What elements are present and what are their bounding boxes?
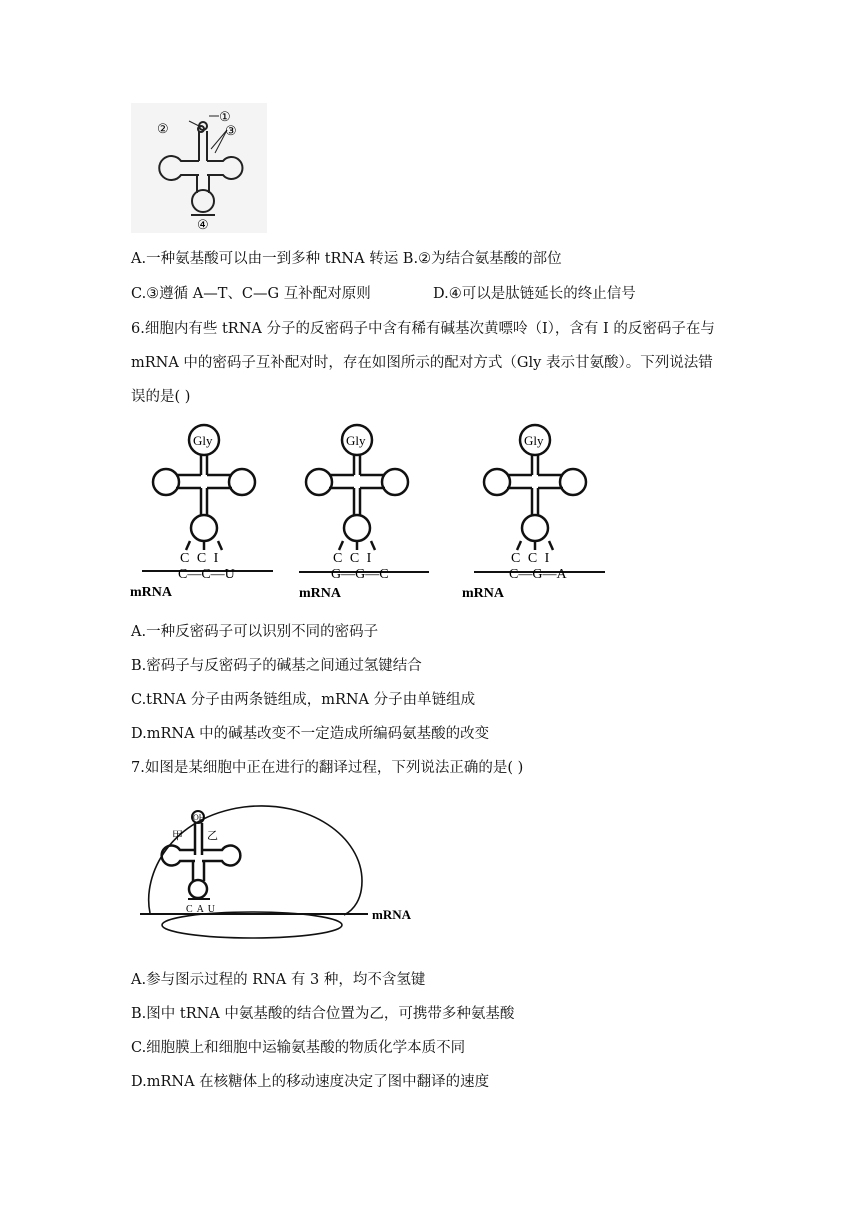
anticodon-label: C A U	[186, 904, 217, 915]
anticodon-label: C C I	[333, 551, 374, 566]
q6-figure-3	[460, 420, 610, 605]
q7-ribosome-figure	[140, 795, 430, 945]
amino-acid-label: Gly	[193, 433, 213, 448]
q7-option-a: A.参与图示过程的 RNA 有 3 种，均不含氢键	[131, 972, 426, 988]
q6-option-b: B.密码子与反密码子的碱基之间通过氢键结合	[131, 658, 422, 674]
anticodon-label: C C I	[180, 551, 221, 566]
codon-label: C—G—A	[509, 567, 567, 582]
q6-stem-line3: 误的是( )	[131, 389, 191, 405]
codon-label: C—C—U	[178, 567, 235, 582]
amino-acid-label: Gly	[524, 433, 544, 448]
mrna-label: mRNA	[299, 586, 341, 601]
q6-option-c: C.tRNA 分子由两条链组成，mRNA 分子由单链组成	[131, 692, 476, 708]
codon-label: G—G—C	[331, 567, 389, 582]
q7-stem: 7.如图是某细胞中正在进行的翻译过程，下列说法正确的是( )	[131, 760, 524, 776]
q5-option-ab: A.一种氨基酸可以由一到多种 tRNA 转运 B.②为结合氨基酸的部位	[131, 251, 562, 267]
label-1: ①	[219, 109, 231, 124]
q7-option-b: B.图中 tRNA 中氨基酸的结合位置为乙，可携带多种氨基酸	[131, 1006, 515, 1022]
q7-option-c: C.细胞膜上和细胞中运输氨基酸的物质化学本质不同	[131, 1040, 466, 1056]
q6-option-d: D.mRNA 中的碱基改变不一定造成所编码氨基酸的改变	[131, 726, 490, 742]
q6-stem-line1: 6.细胞内有些 tRNA 分子的反密码子中含有稀有碱基次黄嘌呤（I），含有 I 的反密码子在与	[131, 321, 715, 337]
q5-option-c: C.③遵循 A—T、C—G 互补配对原则	[131, 286, 371, 302]
mrna-label: mRNA	[462, 586, 504, 601]
q7-option-d: D.mRNA 在核糖体上的移动速度决定了图中翻译的速度	[131, 1074, 490, 1090]
q6-stem-line2: mRNA 中的密码子互补配对时，存在如图所示的配对方式（Gly 表示甘氨酸）。下列说法错	[131, 355, 713, 371]
anticodon-label: C C I	[511, 551, 552, 566]
label-4: ④	[197, 217, 209, 232]
trna-figure-q5	[131, 103, 267, 233]
label-jia: 甲	[172, 830, 183, 842]
q6-figure-2	[297, 420, 447, 605]
label-2: ②	[157, 121, 169, 136]
oh-label: OH	[193, 813, 205, 822]
mrna-label: mRNA	[372, 907, 411, 922]
label-yi: 乙	[207, 830, 218, 842]
trna-cloverleaf-diagram	[131, 103, 267, 233]
mrna-label: mRNA	[130, 585, 172, 600]
q5-option-d: D.④可以是肽链延长的终止信号	[433, 286, 636, 302]
q6-figure-1	[128, 420, 278, 605]
q6-option-a: A.一种反密码子可以识别不同的密码子	[131, 624, 379, 640]
amino-acid-label: Gly	[346, 433, 366, 448]
label-3: ③	[225, 123, 237, 138]
